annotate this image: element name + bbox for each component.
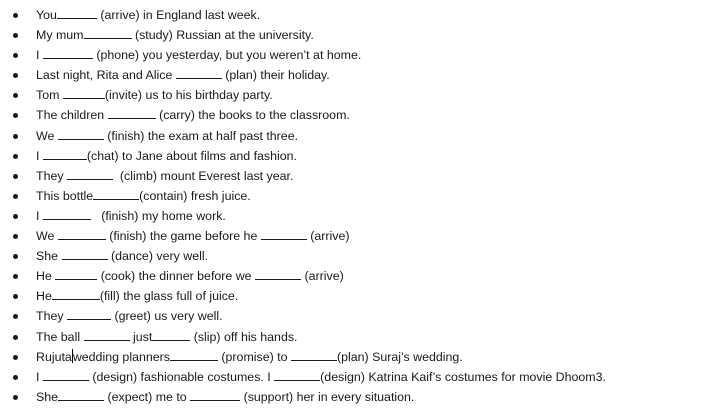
sentence-fragment: I [36,148,43,163]
sentence-fragment: (cook) the dinner before we [97,269,256,284]
answer-blank[interactable] [43,47,93,59]
sentence-text[interactable] [36,286,238,306]
sentence-fragment: They [36,309,67,324]
bullet-icon [13,194,18,199]
bullet-icon [13,174,18,179]
sentence-fragment: They [36,168,67,183]
answer-blank[interactable] [84,27,132,39]
bullet-icon [13,335,18,340]
sentence-fragment: My mum [36,28,84,43]
sentence-text[interactable] [36,226,349,246]
sentence-fragment: (promise) to [217,349,291,364]
sentence-fragment: (arrive) [301,269,344,284]
sentence-text[interactable] [36,105,350,125]
list-item [0,65,707,85]
bullet-icon [13,113,18,118]
bullet-icon [13,53,18,58]
sentence-fragment: (phone) you yesterday, but you weren’t at home. [92,48,362,63]
sentence-fragment: (design) fashionable costumes. I [88,369,275,384]
bullet-icon [13,274,18,279]
sentence-fragment: I [36,48,43,63]
sentence-fragment: (finish) the game before he [105,229,261,244]
sentence-text[interactable] [36,166,293,186]
bullet-icon [13,314,18,319]
sentence-fragment: He [36,269,56,284]
sentence-fragment: He [36,289,52,304]
bullet-icon [13,13,18,18]
sentence-text[interactable] [36,25,314,45]
sentence-fragment: (plan) their holiday. [221,68,330,83]
bullet-icon [13,214,18,219]
sentence-fragment: (arrive) [306,229,350,244]
bullet-icon [13,93,18,98]
answer-blank[interactable] [274,369,320,381]
sentence-fragment: (finish) my home work. [90,208,226,223]
bullet-icon [13,375,18,380]
sentence-fragment: (contain) fresh juice. [139,188,251,203]
sentence-fragment: She [36,249,62,264]
answer-blank[interactable] [62,248,108,260]
answer-blank[interactable] [43,369,89,381]
bullet-icon [13,355,18,360]
sentence-fragment: (slip) off his hands. [190,329,298,344]
list-item [0,85,707,105]
sentence-text[interactable] [36,246,208,266]
answer-blank[interactable] [57,7,97,19]
list-item [0,367,707,387]
list-item [0,45,707,65]
sentence-text[interactable] [36,186,251,206]
sentence-fragment: Rujuta [36,349,72,364]
list-item [0,306,707,326]
answer-blank[interactable] [152,329,190,341]
list-item [0,226,707,246]
answer-blank[interactable] [261,228,307,240]
sentence-text[interactable] [36,45,361,65]
list-item [0,186,707,206]
sentence-fragment: (fill) the glass full of juice. [99,289,239,304]
list-item [0,206,707,226]
sentence-text[interactable] [36,306,223,326]
sentence-fragment: We [36,128,58,143]
answer-blank[interactable] [108,107,156,119]
answer-blank[interactable] [58,228,106,240]
sentence-text[interactable] [36,146,297,166]
sentence-fragment: Last night, Rita and Alice [36,68,176,83]
list-item [0,166,707,186]
answer-blank[interactable] [190,389,240,401]
sentence-fragment: Tom [36,88,63,103]
bullet-icon [13,73,18,78]
sentence-text[interactable] [36,85,273,105]
list-item [0,5,707,25]
sentence-fragment: (chat) to Jane about films and fashion. [86,148,297,163]
sentence-fragment: She [36,389,59,404]
sentence-fragment: (invite) us to his birthday party. [104,88,273,103]
sentence-text[interactable] [36,387,414,407]
answer-blank[interactable] [67,308,111,320]
answer-blank[interactable] [58,389,104,401]
list-item [0,286,707,306]
sentence-fragment: wedding planners [72,349,170,364]
answer-blank[interactable] [63,87,105,99]
sentence-fragment: (finish) the exam at half past three. [103,128,299,143]
answer-blank[interactable] [291,349,337,361]
answer-blank[interactable] [67,168,113,180]
sentence-fragment: The children [36,108,108,123]
answer-blank[interactable] [43,208,91,220]
answer-blank[interactable] [52,288,100,300]
sentence-fragment: (plan) Suraj’s wedding. [336,349,463,364]
answer-blank[interactable] [58,128,104,140]
sentence-fragment: (dance) very well. [107,249,209,264]
answer-blank[interactable] [255,268,301,280]
sentence-text[interactable] [36,126,298,146]
sentence-text[interactable] [36,5,260,25]
sentence-fragment: I [36,208,43,223]
answer-blank[interactable] [176,67,222,79]
list-item [0,146,707,166]
sentence-fragment: This bottle [36,188,94,203]
sentence-fragment: (greet) us very well. [111,309,223,324]
list-item [0,347,707,367]
bullet-icon [13,254,18,259]
bullet-icon [13,134,18,139]
sentence-fragment: (expect) me to [104,389,191,404]
list-item [0,126,707,146]
sentence-fragment: (arrive) in England last week. [96,8,261,22]
list-item [0,25,707,45]
list-item [0,266,707,286]
sentence-fragment: We [36,229,58,244]
list-item [0,246,707,266]
sentence-fragment: (design) Katrina Kaif’s costumes for movie Dhoom3. [320,369,606,384]
bullet-icon [13,154,18,159]
sentence-text[interactable] [36,347,463,367]
answer-blank[interactable] [43,148,87,160]
answer-blank[interactable] [170,349,218,361]
bullet-icon [13,294,18,299]
list-item [0,387,707,407]
sentence-text[interactable] [36,266,344,286]
sentence-text[interactable] [36,65,330,85]
list-item [0,105,707,125]
answer-blank[interactable] [55,268,97,280]
sentence-fragment: You [36,8,57,22]
sentence-text[interactable] [36,367,606,387]
bullet-icon [13,234,18,239]
sentence-text[interactable] [36,206,226,226]
list-item [0,327,707,347]
bullet-icon [13,395,18,400]
sentence-fragment: The ball [36,329,84,344]
sentence-fragment: (support) her in every situation. [240,389,415,404]
answer-blank[interactable] [84,329,130,341]
sentence-fragment: just [129,329,153,344]
exercise-list [0,5,707,407]
sentence-fragment: (carry) the books to the classroom. [155,108,350,123]
bullet-icon [13,33,18,38]
sentence-fragment: (study) Russian at the university. [131,28,314,43]
sentence-fragment: (climb) mount Everest last year. [113,168,294,183]
sentence-text[interactable] [36,327,297,347]
sentence-fragment: I [36,369,43,384]
answer-blank[interactable] [93,188,139,200]
